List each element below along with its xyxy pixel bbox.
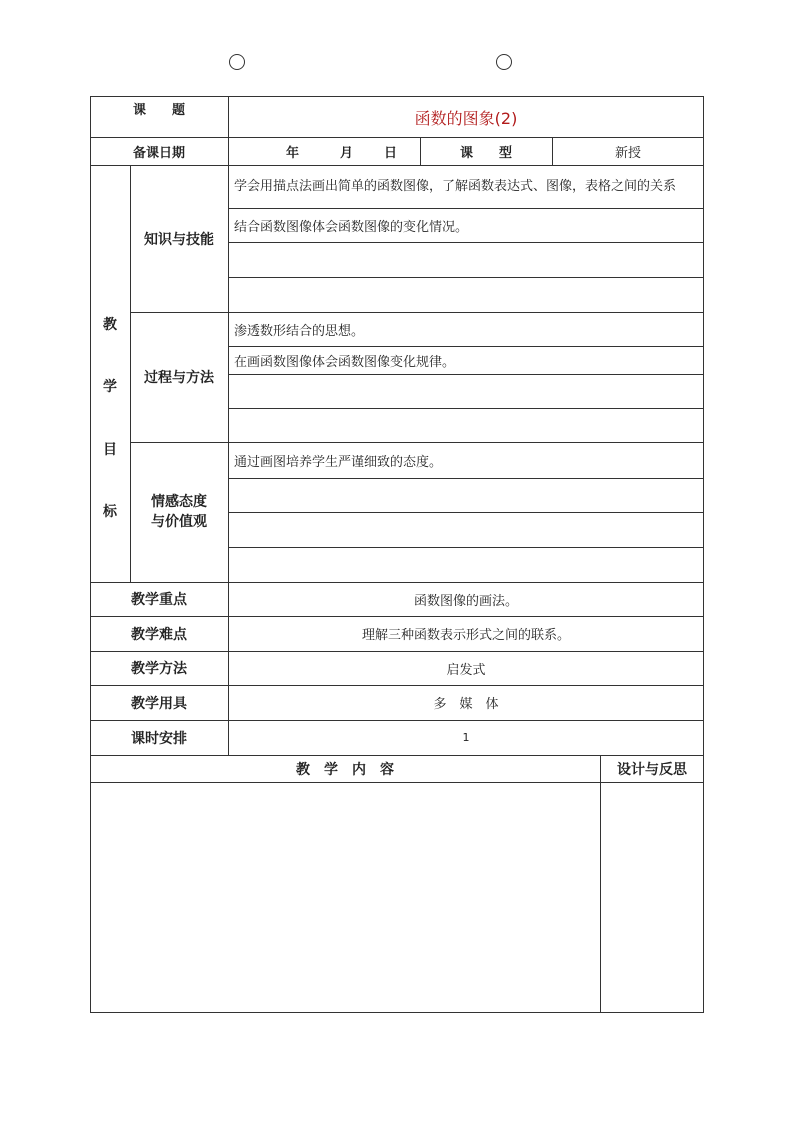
- lesson-type-label: 课 型: [459, 145, 512, 161]
- knowledge-item-2: 结合函数图像体会函数图像的变化情况。: [234, 220, 469, 235]
- prep-date-label: 备课日期: [132, 145, 185, 161]
- process-item-4: [228, 408, 704, 442]
- difficulties-value: 理解三种函数表示形式之间的联系。: [361, 628, 570, 643]
- process-methods-label: 过程与方法: [144, 370, 214, 386]
- teaching-content-area[interactable]: [90, 782, 600, 1012]
- binder-hole-right: [496, 54, 512, 70]
- attitude-item-1: 通过画图培养学生严谨细致的态度。: [234, 454, 443, 470]
- lesson-title: 函数的图象(2): [414, 109, 518, 128]
- process-item-1: 渗透数形结合的思想。: [234, 323, 365, 339]
- lesson-type-value: 新授: [614, 145, 641, 161]
- binder-hole-left: [229, 54, 245, 70]
- difficulties-label: 教学难点: [131, 626, 187, 643]
- process-item-3: [228, 374, 704, 408]
- key-points-value: 函数图像的画法。: [413, 593, 518, 609]
- attitude-values-label-line1: 情感态度: [151, 494, 207, 510]
- teaching-method-value: 启发式: [446, 662, 486, 678]
- class-hours-label: 课时安排: [131, 730, 187, 747]
- date-year: 年: [286, 145, 300, 161]
- design-reflection-header: 设计与反思: [617, 761, 687, 778]
- teaching-method-label: 教学方法: [131, 661, 187, 677]
- prep-date-value: [228, 137, 420, 165]
- teaching-content-header: 教 学 内 容: [296, 761, 394, 778]
- teaching-tools-label: 教学用具: [131, 695, 187, 712]
- objectives-label-char-3: 目: [103, 442, 117, 458]
- class-hours-value: 1: [462, 731, 470, 744]
- design-reflection-area[interactable]: [600, 782, 704, 1012]
- objectives-label-char-1: 教: [103, 317, 117, 333]
- process-item-2: 在画函数图像体会函数图像变化规律。: [234, 354, 456, 370]
- key-points-label: 教学重点: [131, 592, 187, 608]
- attitude-values-label: [130, 442, 228, 582]
- knowledge-skills-label: 知识与技能: [144, 231, 214, 248]
- attitude-item-3: [228, 512, 704, 547]
- lesson-plan-table: [90, 96, 704, 1013]
- date-month: 月: [340, 145, 354, 161]
- date-day: 日: [384, 145, 398, 161]
- knowledge-item-3: [228, 242, 704, 277]
- attitude-item-4: [228, 547, 704, 582]
- teaching-tools-value: 多 媒 体: [433, 697, 499, 712]
- attitude-item-2: [228, 478, 704, 512]
- attitude-values-label-line2: 与价值观: [151, 514, 207, 530]
- knowledge-item-4: [228, 277, 704, 312]
- objectives-label-char-4: 标: [103, 504, 117, 520]
- topic-label: 课 题: [132, 102, 185, 118]
- knowledge-item-1: 学会用描点法画出简单的函数图像，了解函数表达式、图像，表格之间的关系: [234, 178, 677, 194]
- objectives-label-char-2: 学: [103, 379, 117, 395]
